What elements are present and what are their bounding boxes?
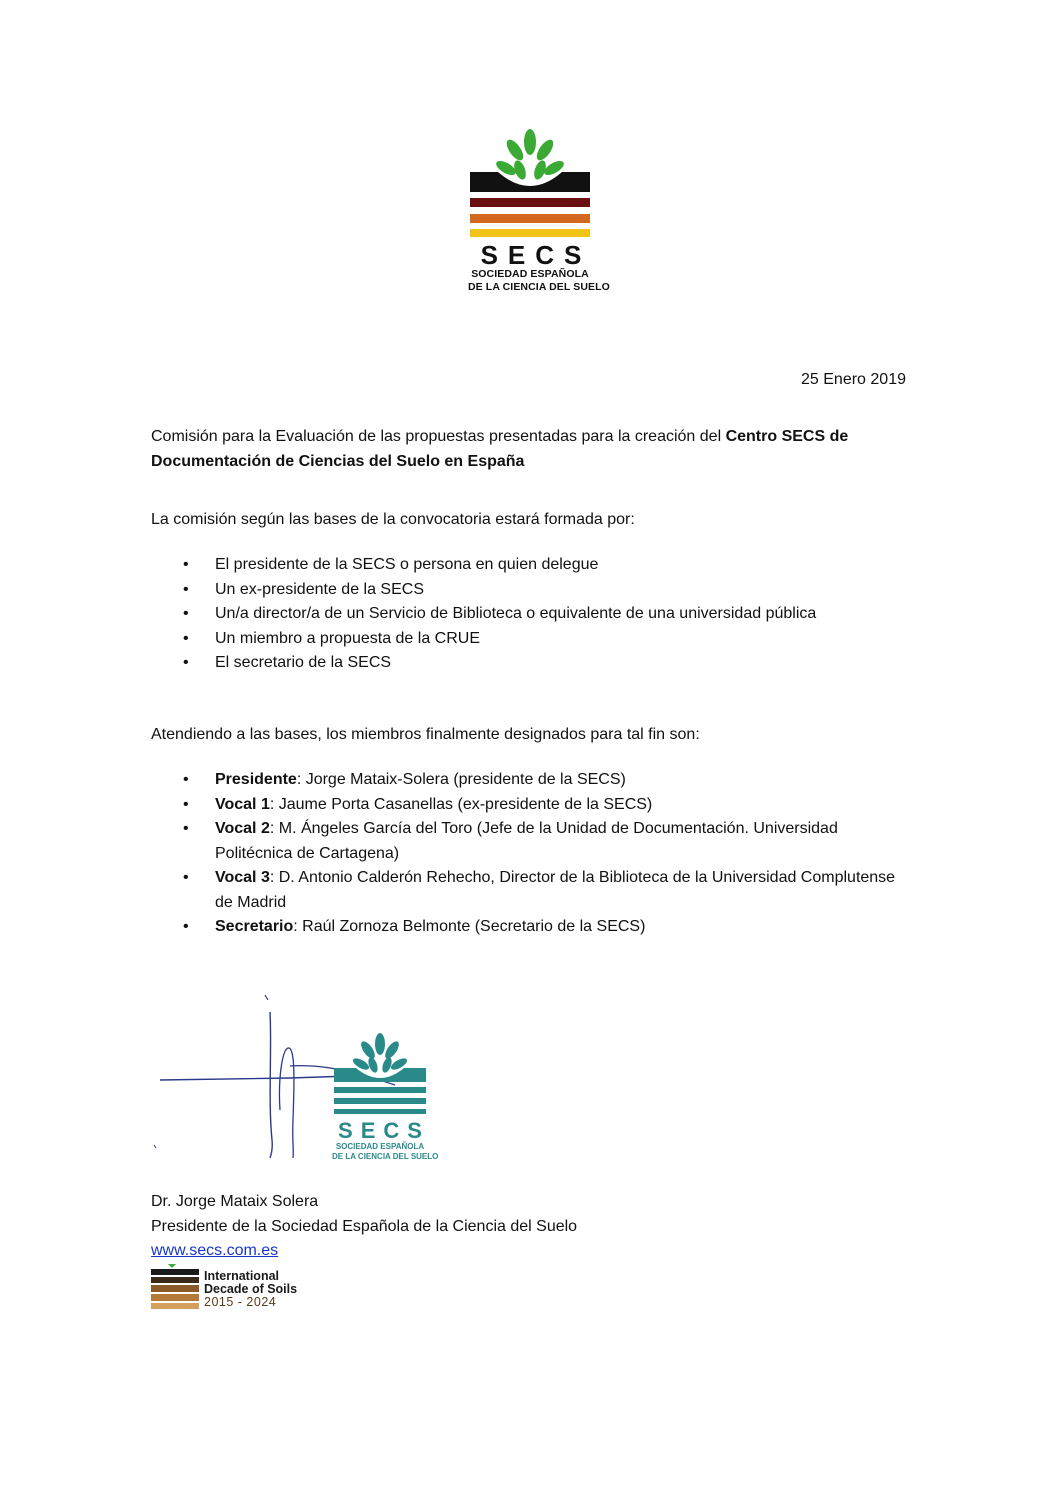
intro-bold-text: Centro SECS de Documentación de Ciencias del Suelo en España — [151, 428, 849, 470]
member-detail: : M. Ángeles García del Toro (Jefe de la Unidad de Documentación. Universidad Politécnica de Cartagena) — [215, 820, 838, 862]
list-item: • Un/a director/a de un Servicio de Biblioteca o equivalente de una universidad pública — [151, 602, 911, 627]
soil-layers-icon — [150, 1262, 200, 1310]
member-role: Vocal 1 — [215, 795, 270, 813]
ids-line2: Decade of Soils — [204, 1282, 298, 1296]
intro-text: Comisión para la Evaluación de las propuestas presentadas para la creación del — [151, 428, 726, 445]
member-item — [151, 915, 911, 940]
members-lead: Atendiendo a las bases, los miembros finalmente designados para tal fin son: — [151, 726, 700, 743]
website-link[interactable]: www.secs.com.es — [151, 1242, 279, 1259]
logo-name-line1: SOCIEDAD ESPAÑOLA — [471, 268, 589, 280]
secs-logo — [468, 128, 610, 300]
signer-title: Presidente de la Sociedad Española de la Ciencia del Suelo — [151, 1217, 578, 1235]
list-item: • El presidente de la SECS o persona en quien delegue — [151, 553, 911, 578]
stamp-name-line1: SOCIEDAD ESPAÑOLA — [335, 1142, 425, 1151]
member-detail: : D. Antonio Calderón Rehecho, Director de la Biblioteca de la Universidad Complutense de Madrid — [215, 869, 896, 911]
member-detail: : Raúl Zornoza Belmonte (Secretario de la SECS) — [293, 918, 646, 935]
ids-line3: 2015 - 2024 — [204, 1295, 277, 1309]
member-role: Secretario — [215, 918, 294, 935]
ids-line1: International — [204, 1269, 280, 1283]
member-item — [151, 817, 911, 866]
list-item: • Un miembro a propuesta de la CRUE — [151, 627, 911, 652]
composition-list — [151, 553, 911, 676]
secs-stamp — [332, 1032, 439, 1162]
stamp-name-line2: DE LA CIENCIA DEL SUELO — [332, 1152, 439, 1161]
member-role: Presidente — [215, 771, 297, 788]
member-role: Vocal 3 — [215, 869, 270, 886]
member-item — [151, 768, 911, 793]
list-item: • El secretario de la SECS — [151, 651, 911, 676]
secs-leaves-icon — [468, 128, 592, 238]
decade-of-soils-logo — [150, 1262, 320, 1312]
member-item — [151, 866, 911, 915]
member-item — [151, 793, 911, 818]
member-role: Vocal 2 — [215, 820, 270, 837]
stamp-leaves-icon — [332, 1032, 428, 1116]
signer-block — [151, 1190, 577, 1264]
letter-date: 25 Enero 2019 — [801, 371, 906, 388]
list-item: • Un ex-presidente de la SECS — [151, 578, 911, 603]
stamp-abbreviation: SECS — [338, 1118, 430, 1143]
signer-name: Dr. Jorge Mataix Solera — [151, 1193, 319, 1210]
members-list — [151, 768, 911, 940]
logo-abbreviation: SECS — [480, 240, 592, 270]
intro-paragraph — [151, 424, 911, 474]
composition-lead: La comisión según las bases de la convocatoria estará formada por: — [151, 511, 635, 528]
member-detail: : Jaume Porta Casanellas (ex-presidente de la SECS) — [269, 795, 653, 813]
logo-name-line2: DE LA CIENCIA DEL SUELO — [468, 281, 610, 293]
member-detail: : Jorge Mataix-Solera (presidente de la SECS) — [296, 771, 626, 788]
